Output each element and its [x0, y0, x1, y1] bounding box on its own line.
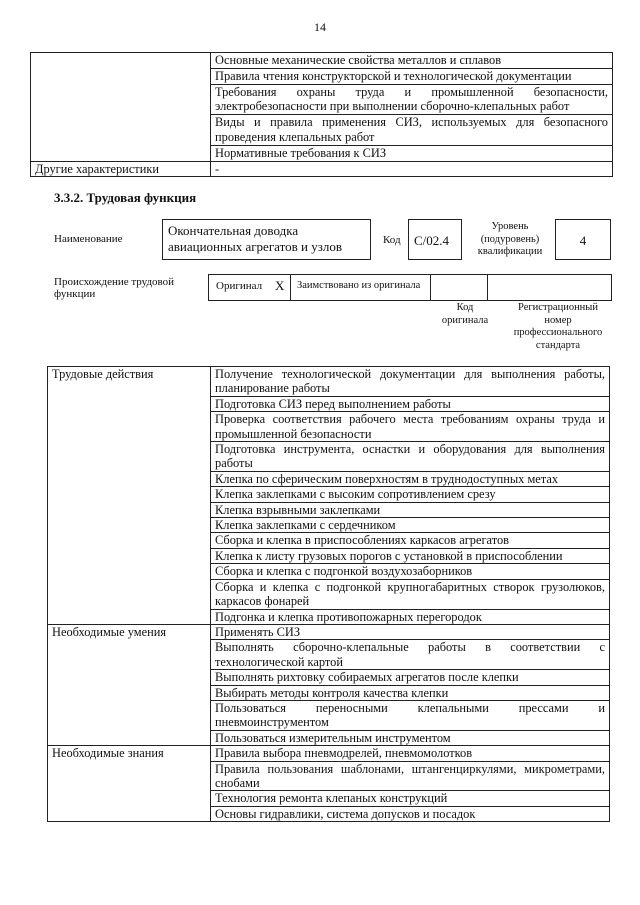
- origin-box: [208, 274, 612, 301]
- registration-caption: [503, 302, 613, 352]
- level-value: 4: [579, 233, 587, 248]
- function-code-box: [408, 219, 462, 260]
- row-item: Подготовка СИЗ перед выполнением работы: [211, 396, 610, 411]
- row-item: Получение технологической документации для выполнения работы, планирование работы: [211, 367, 610, 397]
- function-name-line: Окончательная доводка: [168, 223, 299, 238]
- row-category-label: Необходимые умения: [48, 624, 211, 745]
- row-item: Правила выбора пневмодрелей, пневмомолотков: [211, 746, 610, 761]
- caption-line: Регистрационный: [518, 302, 598, 313]
- knowledge-continuation-table: [30, 52, 613, 177]
- table-row: [48, 367, 610, 397]
- row-item: Клепка взрывными заклепками: [211, 502, 610, 517]
- function-code: C/02.4: [414, 233, 450, 248]
- row-item: Сборка и клепка в приспособлениях каркасов агрегатов: [211, 533, 610, 548]
- labor-function-table: [47, 366, 610, 822]
- row-item: Выбирать методы контроля качества клепки: [211, 685, 610, 700]
- original-code-cell: [431, 274, 488, 301]
- page-number: 14: [314, 20, 326, 34]
- row-item: Нормативные требования к СИЗ: [211, 145, 613, 161]
- level-label: [470, 221, 550, 259]
- row-item: Выполнять сборочно-клепальные работы в соответствии с технологической картой: [211, 640, 610, 670]
- table-row: [48, 624, 610, 639]
- row-category-label: Трудовые действия: [48, 367, 211, 625]
- name-label: Наименование: [54, 233, 123, 245]
- origin-label-line: функции: [54, 288, 96, 300]
- table-row: [31, 161, 613, 177]
- row-item: Клепка заклепками с сердечником: [211, 518, 610, 533]
- row-item: Правила пользования шаблонами, штангенциркулями, микрометрами, снобами: [211, 761, 610, 791]
- level-label-line: Уровень: [491, 221, 529, 232]
- row-item: Основы гидравлики, система допусков и посадок: [211, 806, 610, 821]
- caption-line: номер: [544, 314, 572, 326]
- row-item: Подготовка инструмента, оснастки и оборудования для выполнения работы: [211, 442, 610, 472]
- row-item: Правила чтения конструкторской и технологической документации: [211, 68, 613, 84]
- row-item: Технология ремонта клепаных конструкций: [211, 791, 610, 806]
- row-item: Сборка и клепка с подгонкой воздухозаборников: [211, 564, 610, 579]
- row-item: Сборка и клепка с подгонкой крупногабаритных створок грузолюков, каркасов фонарей: [211, 579, 610, 609]
- row-item: Подгонка и клепка противопожарных перегородок: [211, 609, 610, 624]
- function-name-box: [162, 219, 371, 260]
- original-label: Оригинал: [216, 280, 263, 292]
- row-item: Виды и правила применения СИЗ, используемых для безопасного проведения клепальных работ: [211, 115, 613, 146]
- row-item: Пользоваться измерительным инструментом: [211, 730, 610, 745]
- level-label-line: (подуровень): [480, 233, 540, 245]
- caption-line: оригинала: [441, 314, 489, 326]
- function-name-line: авиационных агрегатов и узлов: [168, 239, 342, 254]
- original-cell: [209, 274, 291, 301]
- origin-label: [54, 276, 174, 300]
- row-category-label: Необходимые знания: [48, 746, 211, 822]
- row-item: -: [211, 161, 613, 177]
- section-title: 3.3.2. Трудовая функция: [54, 190, 197, 205]
- row-item: Проверка соответствия рабочего места требованиям охраны труда и промышленной безопасности: [211, 412, 610, 442]
- borrowed-cell: Заимствовано из оригинала: [291, 274, 431, 301]
- caption-line: стандарта: [535, 339, 581, 351]
- original-code-caption: [425, 302, 505, 327]
- row-category-label: [31, 53, 211, 162]
- caption-line: профессионального: [513, 327, 603, 338]
- origin-label-line: Происхождение трудовой: [54, 276, 175, 288]
- row-item: Основные механические свойства металлов и сплавов: [211, 53, 613, 69]
- table-row: [48, 746, 610, 761]
- caption-line: Код: [456, 302, 474, 313]
- row-item: Применять СИЗ: [211, 624, 610, 639]
- code-label: Код: [383, 234, 401, 246]
- row-item: Пользоваться переносными клепальными прессами и пневмоинструментом: [211, 700, 610, 730]
- row-category-label: Другие характеристики: [31, 161, 211, 177]
- level-label-line: квалификации: [477, 246, 543, 257]
- row-item: Требования охраны труда и промышленной безопасности, электробезопасности при выполнении сборочно-клепальных работ: [211, 84, 613, 115]
- row-item: Клепка к листу грузовых порогов с установкой в приспособлении: [211, 548, 610, 563]
- original-mark: X: [275, 278, 285, 293]
- row-item: Выполнять рихтовку собираемых агрегатов после клепки: [211, 670, 610, 685]
- row-item: Клепка заклепками с высоким сопротивлением срезу: [211, 487, 610, 502]
- level-box: [555, 219, 611, 260]
- table-row: [31, 53, 613, 69]
- row-item: Клепка по сферическим поверхностям в труднодоступных метах: [211, 471, 610, 486]
